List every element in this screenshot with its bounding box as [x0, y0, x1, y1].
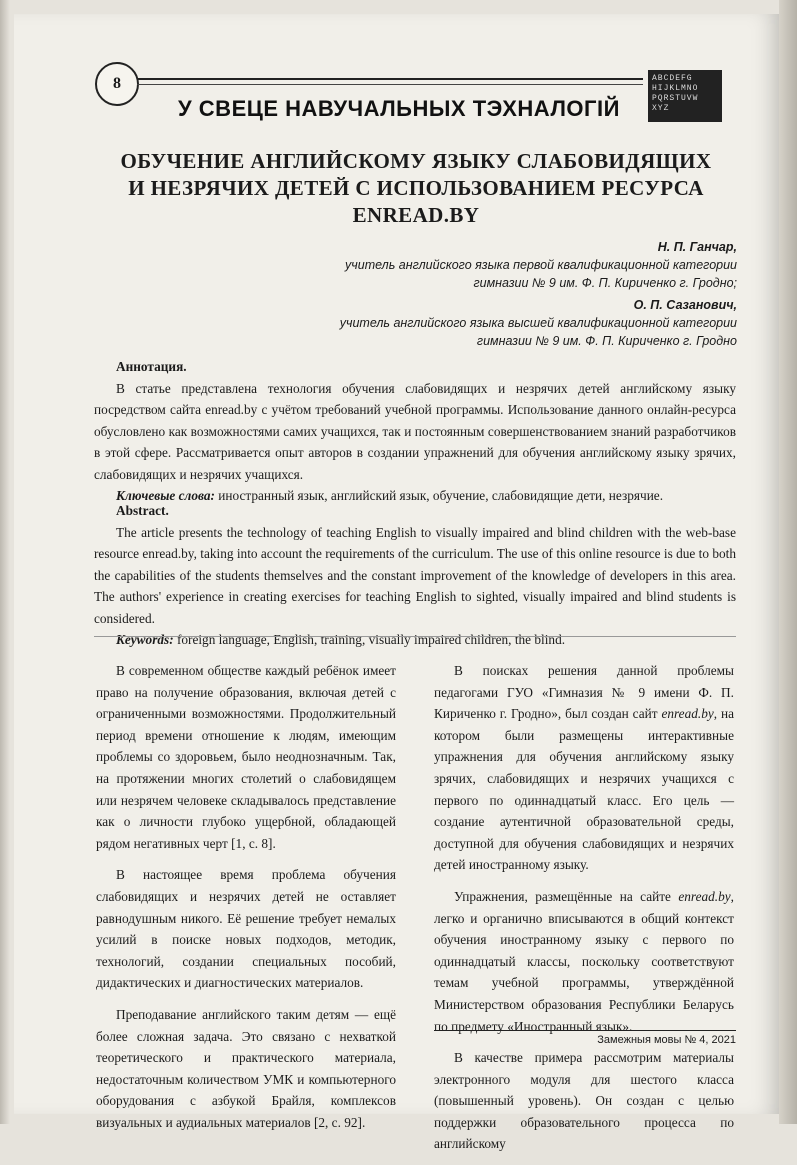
- article-title-line-1: ОБУЧЕНИЕ АНГЛИЙСКОМУ ЯЗЫКУ СЛАБОВИДЯЩИХ: [120, 149, 712, 173]
- body-paragraph: В современном обществе каждый ребёнок имеет право на получение образования, включая детей с ограниченными возможностями. Продолжительный период времени отношение к людям, имеющим проблемы со здоровьем, было неоднозначным. Так, на протяжении многих столетий о слабовидящем или незрячем человеке складывалось представление как о личности глубоко ущербной, обладающей рядом негативных черт [1, с. 8].: [96, 663, 396, 851]
- annotation-block: [94, 356, 736, 507]
- author-2: [177, 296, 737, 350]
- footer-rule: [434, 1030, 736, 1031]
- author-1-place: гимназии № 9 им. Ф. П. Кириченко г. Гродно;: [473, 276, 737, 290]
- author-1-name: Н. П. Ганчар,: [657, 240, 737, 254]
- article-title: [96, 148, 736, 229]
- section-title: У СВЕЦЕ НАВУЧАЛЬНЫХ ТЭХНАЛОГІЙ: [178, 96, 620, 121]
- journal-footer: Замежныя мовы № 4, 2021: [597, 1034, 736, 1046]
- abstract-keywords: [94, 629, 736, 651]
- alphabet-logo: ABCDEFG HIJKLMNO PQRSTUVW XYZ: [648, 70, 722, 122]
- site-link: enread.by: [678, 888, 731, 904]
- keywords-label-en: Keywords:: [116, 632, 174, 647]
- keywords-text: иностранный язык, английский язык, обучение, слабовидящие дети, незрячие.: [218, 488, 664, 503]
- keywords-label: Ключевые слова:: [116, 488, 215, 503]
- body-paragraph: В настоящее время проблема обучения слабовидящих и незрячих детей не оставляет равнодушным никого. Её решение требует немалых усилий в поиске новых подходов, методик, технологий, создании специальных пособий, дидактических и диагностических материалов.: [96, 867, 396, 991]
- author-2-name: О. П. Сазанович,: [633, 298, 737, 312]
- header-rule-thin: [137, 84, 643, 85]
- body-column-right: [434, 660, 734, 1165]
- page-edge-shadow: [779, 0, 797, 1124]
- body-text: В поисках решения данной проблемы педагогами ГУО «Гимназия № 9 имени Ф. П. Кириченко г. Гродно», был создан сайт: [434, 663, 734, 722]
- author-1: [177, 238, 737, 292]
- author-2-place: гимназии № 9 им. Ф. П. Кириченко г. Гродно: [476, 334, 737, 348]
- page-spine-shadow: [0, 0, 10, 1124]
- article-title-line-3: ENREAD.BY: [352, 203, 480, 227]
- page-number: 8: [95, 62, 139, 106]
- body-paragraph: [434, 660, 734, 876]
- abstract-heading: Abstract.: [116, 503, 169, 518]
- body-text: , легко и органично вписываются в общий контекст обучения иностранному языку с первого по одиннадцатый классы, поскольку соответствуют темам учебной программы, утверждённой Министерством образования Республики Беларусь по предмету «Иностранный язык».: [434, 888, 734, 1034]
- body-paragraph: [434, 886, 734, 1037]
- body-text: , на котором были размещены интерактивные упражнения для обучения английскому языку зрячих, слабовидящих и незрячих учащихся с первого по одиннадцатый класс. Его цель — создание аутентичной образовательной среды, доступной для обучения слабовидящих и незрячих детей иностранному языку.: [434, 706, 734, 873]
- annotation-heading: Аннотация.: [116, 359, 187, 374]
- author-1-role: учитель английского языка первой квалификационной категории: [345, 258, 737, 272]
- header-rule: [137, 78, 643, 80]
- author-2-role: учитель английского языка высшей квалификационной категории: [339, 316, 737, 330]
- section-divider: [94, 636, 736, 637]
- annotation-text: В статье представлена технология обучения слабовидящих и незрячих детей английскому языку посредством сайта enread.by с учётом требований учебной программы. Использование данного онлайн-ресурса обусловлено как возможностями самих учащихся, так и постоянным совершенствованием знаний разработчиков в этой сфере. Рассматривается опыт авторов в создании упражнений для обучения английскому языку зрячих, слабовидящих и незрячих учащихся.: [94, 380, 736, 482]
- abstract-text: The article presents the technology of teaching English to visually impaired and blind children with the web-base resource enread.by, taking into account the requirements of the curriculum. The use of this online resource is due to both the capabilities of the students themselves and the constant improvement of the knowledge of developers in this area. The authors' experience in creating exercises for teaching English to sighted, visually impaired and blind students is considered.: [94, 524, 736, 626]
- article-title-line-2: И НЕЗРЯЧИХ ДЕТЕЙ С ИСПОЛЬЗОВАНИЕМ РЕСУРСА: [128, 176, 704, 200]
- site-link: enread.by: [661, 706, 714, 722]
- body-paragraph: В качестве примера рассмотрим материалы электронного модуля для шестого класса (повышенный уровень). Он создан с целью поддержки образовательного процесса по английскому: [434, 1050, 734, 1152]
- abstract-block: [94, 500, 736, 651]
- body-column-left: [96, 660, 396, 1143]
- body-text: Упражнения, размещённые на сайте: [454, 888, 671, 904]
- body-paragraph: Преподавание английского таким детям — ещё более сложная задача. Это связано с нехваткой теоретического и практического материала, недостаточным количеством УМК и компьютерного оборудования с азбукой Брайля, комплексов визуальных и аудиальных материалов [2, с. 92].: [96, 1006, 396, 1130]
- keywords-text-en: foreign language, English, training, visually impaired children, the blind.: [176, 632, 566, 647]
